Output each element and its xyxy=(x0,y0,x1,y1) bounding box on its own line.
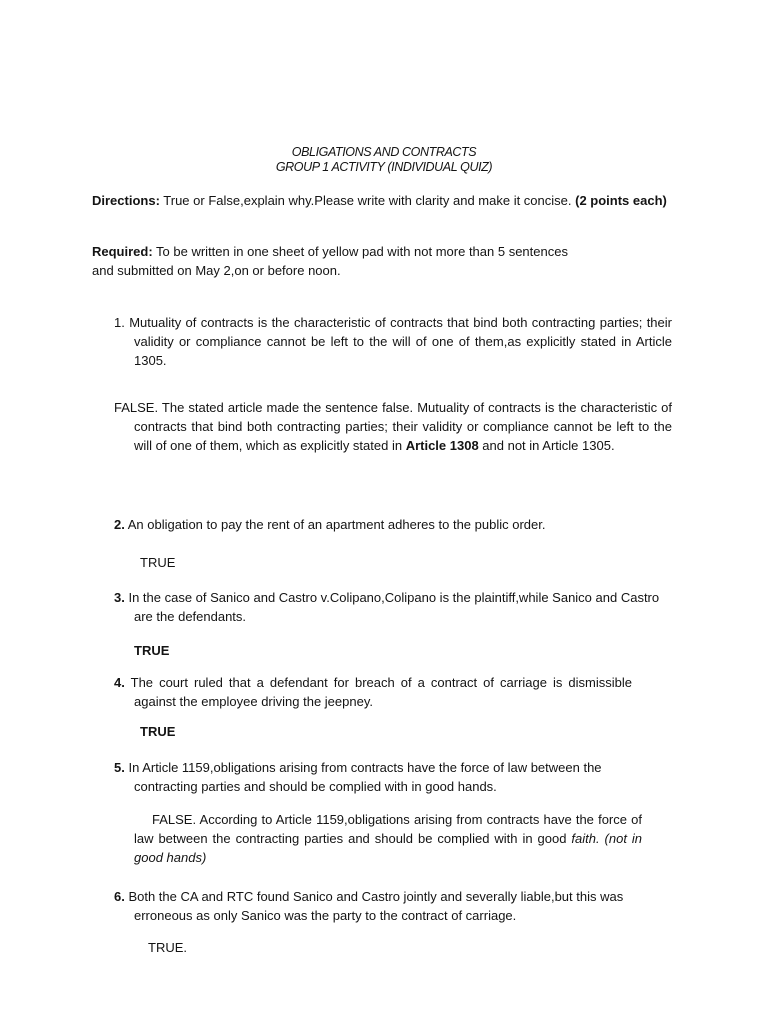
required-line1: To be written in one sheet of yellow pad with not more than 5 sentences xyxy=(152,244,568,259)
question-1: 1. Mutuality of contracts is the characteristic of contracts that bind both contracting parties; their validity or compliance cannot be left to the will of one of them,as explicitly stated in Article 1305. xyxy=(114,315,672,368)
question-6 xyxy=(114,887,670,925)
document-title: OBLIGATIONS AND CONTRACTS xyxy=(291,145,477,159)
answer-4: TRUE xyxy=(140,724,176,739)
question-5-number: 5. xyxy=(114,760,125,775)
answer-5 xyxy=(134,810,642,867)
question-5-text: In Article 1159,obligations arising from contracts have the force of law between the contracting parties and should be complied with in good hands. xyxy=(124,760,602,794)
answer-6: TRUE. xyxy=(148,940,187,955)
question-3-text: In the case of Sanico and Castro v.Colipano,Colipano is the plaintiff,while Sanico and Castro are the defendants. xyxy=(124,590,660,624)
answer-5-correction: faith. (not in good hands) xyxy=(134,831,642,865)
question-2 xyxy=(114,515,684,534)
answer-5-text: According to Article 1159,obligations arising from contracts have the force of law between the contracting parties and should be complied with in good xyxy=(134,812,642,846)
question-3 xyxy=(114,588,674,626)
answer-5-label: FALSE. xyxy=(152,812,197,827)
question-5 xyxy=(114,758,644,796)
question-2-text: An obligation to pay the rent of an apartment adheres to the public order. xyxy=(124,517,546,532)
directions-label: Directions: xyxy=(92,193,160,208)
question-2-number: 2. xyxy=(114,517,125,532)
answer-1 xyxy=(114,398,672,455)
question-6-text: Both the CA and RTC found Sanico and Castro jointly and severally liable,but this was erroneous as only Sanico was the party to the contract of carriage. xyxy=(124,889,624,923)
question-4-text: The court ruled that a defendant for breach of a contract of carriage is dismissible against the employee driving the jeepney. xyxy=(124,675,632,709)
question-6-number: 6. xyxy=(114,889,125,904)
directions-paragraph xyxy=(92,191,692,210)
question-3-number: 3. xyxy=(114,590,125,605)
question-4-number: 4. xyxy=(114,675,125,690)
document-subtitle: GROUP 1 ACTIVITY (INDIVIDUAL QUIZ) xyxy=(275,160,493,174)
answer-2: TRUE xyxy=(140,555,176,570)
answer-1-article: Article 1308 xyxy=(405,438,479,453)
answer-3: TRUE xyxy=(134,643,170,658)
directions-text: True or False,explain why.Please write with clarity and make it concise. xyxy=(159,193,576,208)
answer-1-label: FALSE. xyxy=(114,400,159,415)
question-4 xyxy=(114,673,632,711)
answer-1-end: and not in Article 1305. xyxy=(478,438,615,453)
directions-points: (2 points each) xyxy=(575,193,667,208)
answer-1-text: The stated article made the sentence false. Mutuality of contracts is the characteristic of contracts that bind both contracting parties; their validity or compliance cannot be left to the will of one of them, which as explicitly stated in xyxy=(134,400,672,453)
required-label: Required: xyxy=(92,244,153,259)
required-paragraph xyxy=(92,242,732,280)
required-line2: and submitted on May 2,on or before noon. xyxy=(92,263,341,278)
